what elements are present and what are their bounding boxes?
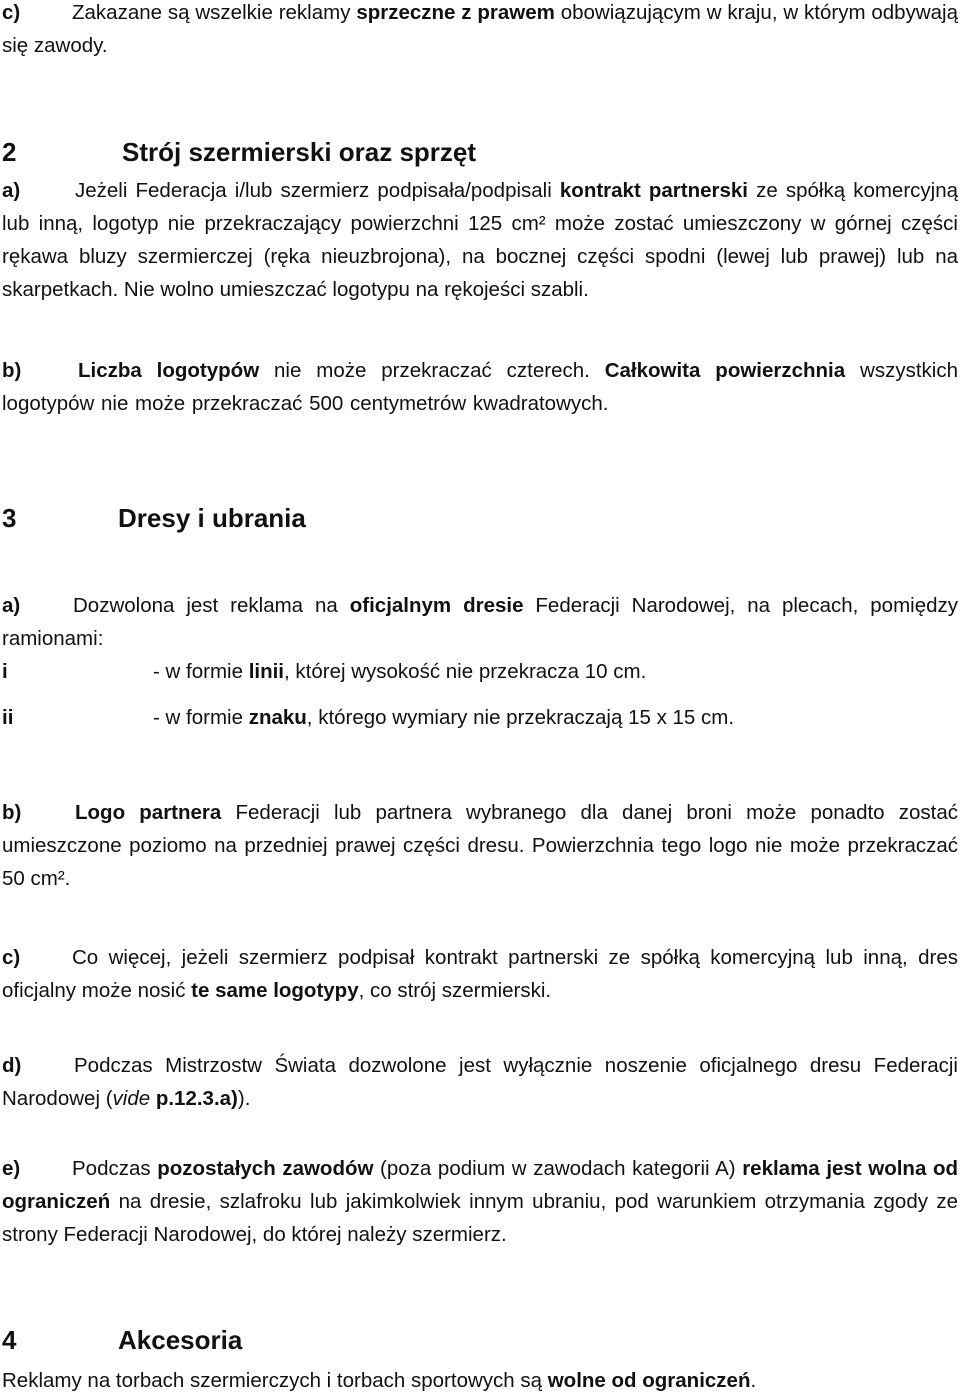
paragraph-3a: a) Dozwolona jest reklama na oficjalnym dresie Federacji Narodowej, na plecach, pomiędzy ramionami:	[2, 589, 958, 655]
item-label: a)	[2, 594, 21, 617]
section-heading-4	[2, 1324, 242, 1356]
paragraph-3e: e) Podczas pozostałych zawodów (poza podium w zawodach kategorii A) reklama jest wolna od ograniczeń na dresie, szlafroku lub jakimkolwiek innym ubraniu, pod warunkiem otrzymania zgody ze strony Federacji Narodowej, do której należy szermierz.	[2, 1152, 958, 1251]
section-number: 2	[2, 137, 17, 167]
item-label: b)	[2, 801, 22, 824]
section-title: Dresy i ubrania	[118, 503, 306, 533]
item-label: a)	[2, 179, 21, 202]
section-heading-3	[2, 502, 306, 534]
section-heading-2	[2, 136, 476, 168]
item-label: i	[2, 660, 8, 683]
paragraph-2b: b) Liczba logotypów nie może przekraczać czterech. Całkowita powierzchnia wszystkich logotypów nie może przekraczać 500 centymetrów kwadratowych.	[2, 354, 958, 420]
item-label: c)	[2, 946, 21, 969]
paragraph-3b: b) Logo partnera Federacji lub partnera wybranego dla danej broni może ponadto zostać umieszczone poziomo na przedniej prawej części dresu. Powierzchnia tego logo nie może przekraczać 50 cm².	[2, 796, 958, 895]
paragraph-4: Reklamy na torbach szermierczych i torbach sportowych są wolne od ograniczeń.	[2, 1369, 757, 1392]
paragraph-c-top: c) Zakazane są wszelkie reklamy sprzeczne z prawem obowiązującym w kraju, w którym odbywają się zawody.	[2, 0, 958, 62]
item-label: e)	[2, 1157, 21, 1180]
section-title: Strój szermierski oraz sprzęt	[122, 137, 477, 167]
item-label: b)	[2, 359, 22, 382]
paragraph-3d: d) Podczas Mistrzostw Świata dozwolone jest wyłącznie noszenie oficjalnego dresu Federacji Narodowej (vide p.12.3.a)).	[2, 1049, 958, 1115]
section-number: 4	[2, 1325, 17, 1355]
paragraph-2a: a) Jeżeli Federacja i/lub szermierz podpisała/podpisali kontrakt partnerski ze spółką komercyjną lub inną, logotyp nie przekraczający powierzchni 125 cm² może zostać umieszczony w górnej części rękawa bluzy szermierczej (ręka nieuzbrojona), na bocznej części spodni (lewej lub prawej) lub na skarpetkach. Nie wolno umieszczać logotypu na rękojeści szabli.	[2, 174, 958, 306]
paragraph-3c: c) Co więcej, jeżeli szermierz podpisał kontrakt partnerski ze spółką komercyjną lub inną, dres oficjalny może nosić te same logotypy, co strój szermierski.	[2, 941, 958, 1007]
list-item-i: i - w formie linii, której wysokość nie przekracza 10 cm.	[2, 655, 958, 688]
list-item-ii: ii - w formie znaku, którego wymiary nie przekraczają 15 x 15 cm.	[2, 701, 958, 734]
item-label: d)	[2, 1054, 22, 1077]
section-title: Akcesoria	[118, 1325, 243, 1355]
item-label: ii	[2, 706, 14, 729]
section-number: 3	[2, 503, 17, 533]
item-label: c)	[2, 1, 21, 24]
